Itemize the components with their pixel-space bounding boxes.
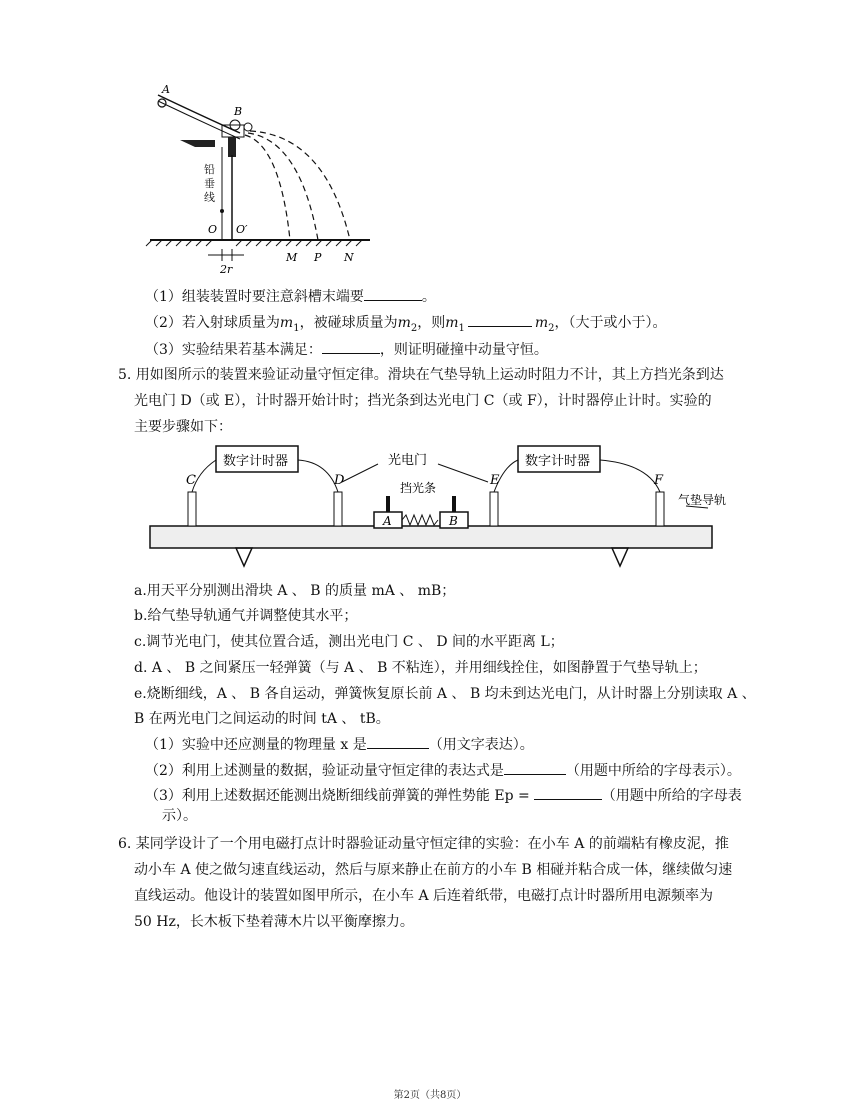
q6-line2: 动小车 A 使之做匀速直线运动，然后与原来静止在前方的小车 B 相碰并粘合成一体，继续做匀速: [134, 862, 733, 878]
q5-blank-1: [367, 734, 429, 749]
gate-D-label: D: [334, 473, 345, 488]
q5-blank-3: [534, 785, 602, 800]
q5-step-b: b.给气垫导轨通气并调整使其水平；: [134, 608, 358, 624]
q4-part2: （2）若入射球质量为$m_1$，被碰球质量为$m_2$，则$m_1$ $m_2$，（大于或小于）。: [145, 312, 667, 339]
q4-blank-3: [322, 339, 380, 354]
q5-stem-line2: 光电门 D（或 E），计时器开始计时；挡光条到达光电门 C（或 F），计时器停止计时。实验的: [134, 393, 712, 409]
q5-step-c: c.调节光电门，使其位置合适，测出光电门 C 、 D 间的水平距离 L；: [134, 634, 564, 650]
q5-blank-2: [504, 760, 566, 775]
q6-line1: 6. 某同学设计了一个用电磁打点计时器验证动量守恒定律的实验：在小车 A 的前端粘有橡皮泥，推: [118, 836, 729, 852]
shade-strip-label: 挡光条: [400, 481, 437, 495]
q5-part1: （1）实验中还应测量的物理量 x 是 （用文字表达）。: [145, 734, 534, 755]
timer-right-label: 数字计时器: [525, 454, 591, 469]
q4-blank-2: [468, 312, 532, 327]
q5-part3: （3）利用上述数据还能测出烧断细线前弹簧的弹性势能 Ep = （用题中所给的字母表: [145, 785, 742, 806]
label-O: O: [208, 223, 218, 236]
q5-stem-line1: 5. 用如图所示的装置来验证动量守恒定律。滑块在气垫导轨上运动时阻力不计，其上方挡光条到达: [118, 367, 724, 383]
q5-stem-line3: 主要步骤如下：: [134, 419, 232, 435]
photogate-label: 光电门: [388, 453, 428, 468]
q4-blank-1: [364, 286, 422, 301]
collision-apparatus-figure: [140, 85, 380, 275]
label-2r: 2r: [220, 263, 233, 276]
label-O-prime: O′: [236, 223, 248, 236]
label-B: B: [234, 105, 243, 118]
q5-step-e1: e.烧断细线，A 、 B 各自运动，弹簧恢复原长前 A 、 B 均未到达光电门，从计时器上分别读取 A 、: [134, 686, 756, 702]
gate-C-label: C: [186, 473, 196, 488]
q4-part1: （1）组装装置时要注意斜槽末端要 。: [145, 286, 436, 307]
q5-part2: （2）利用上述测量的数据，验证动量守恒定律的表达式是 （用题中所给的字母表示）。: [145, 760, 741, 781]
slider-B-label: B: [449, 514, 458, 528]
gate-F-label: F: [654, 473, 664, 488]
label-M: M: [286, 251, 298, 264]
q6-line3: 直线运动。他设计的装置如图甲所示，在小车 A 后连着纸带，电磁打点计时器所用电源频率为: [134, 888, 714, 904]
label-P: P: [314, 251, 322, 264]
air-track-label: 气垫导轨: [678, 493, 727, 507]
q6-line4: 50 Hz，长木板下垫着薄木片以平衡摩擦力。: [134, 914, 414, 930]
label-N: N: [344, 251, 354, 264]
gate-E-label: E: [490, 473, 500, 488]
label-A: A: [162, 83, 170, 96]
slider-A-label: A: [383, 514, 392, 528]
q5-step-a: a.用天平分别测出滑块 A 、 B 的质量 mA 、 mB；: [134, 583, 456, 599]
timer-left-label: 数字计时器: [223, 454, 289, 469]
q5-part3-cont: 示）。: [162, 808, 197, 824]
q4-part3: （3）实验结果若基本满足： ，则证明碰撞中动量守恒。: [145, 339, 548, 360]
air-track-figure: [148, 442, 727, 570]
page-footer: 第2页（共8页）: [393, 1090, 467, 1101]
q5-step-e2: B 在两光电门之间运动的时间 tA 、 tB。: [134, 711, 390, 727]
q5-step-d: d. A 、 B 之间紧压一轻弹簧（与 A 、 B 不粘连），并用细线拴住，如图静置于气垫导轨上；: [134, 660, 707, 676]
plumb-line-text: 铅垂线: [204, 163, 215, 204]
